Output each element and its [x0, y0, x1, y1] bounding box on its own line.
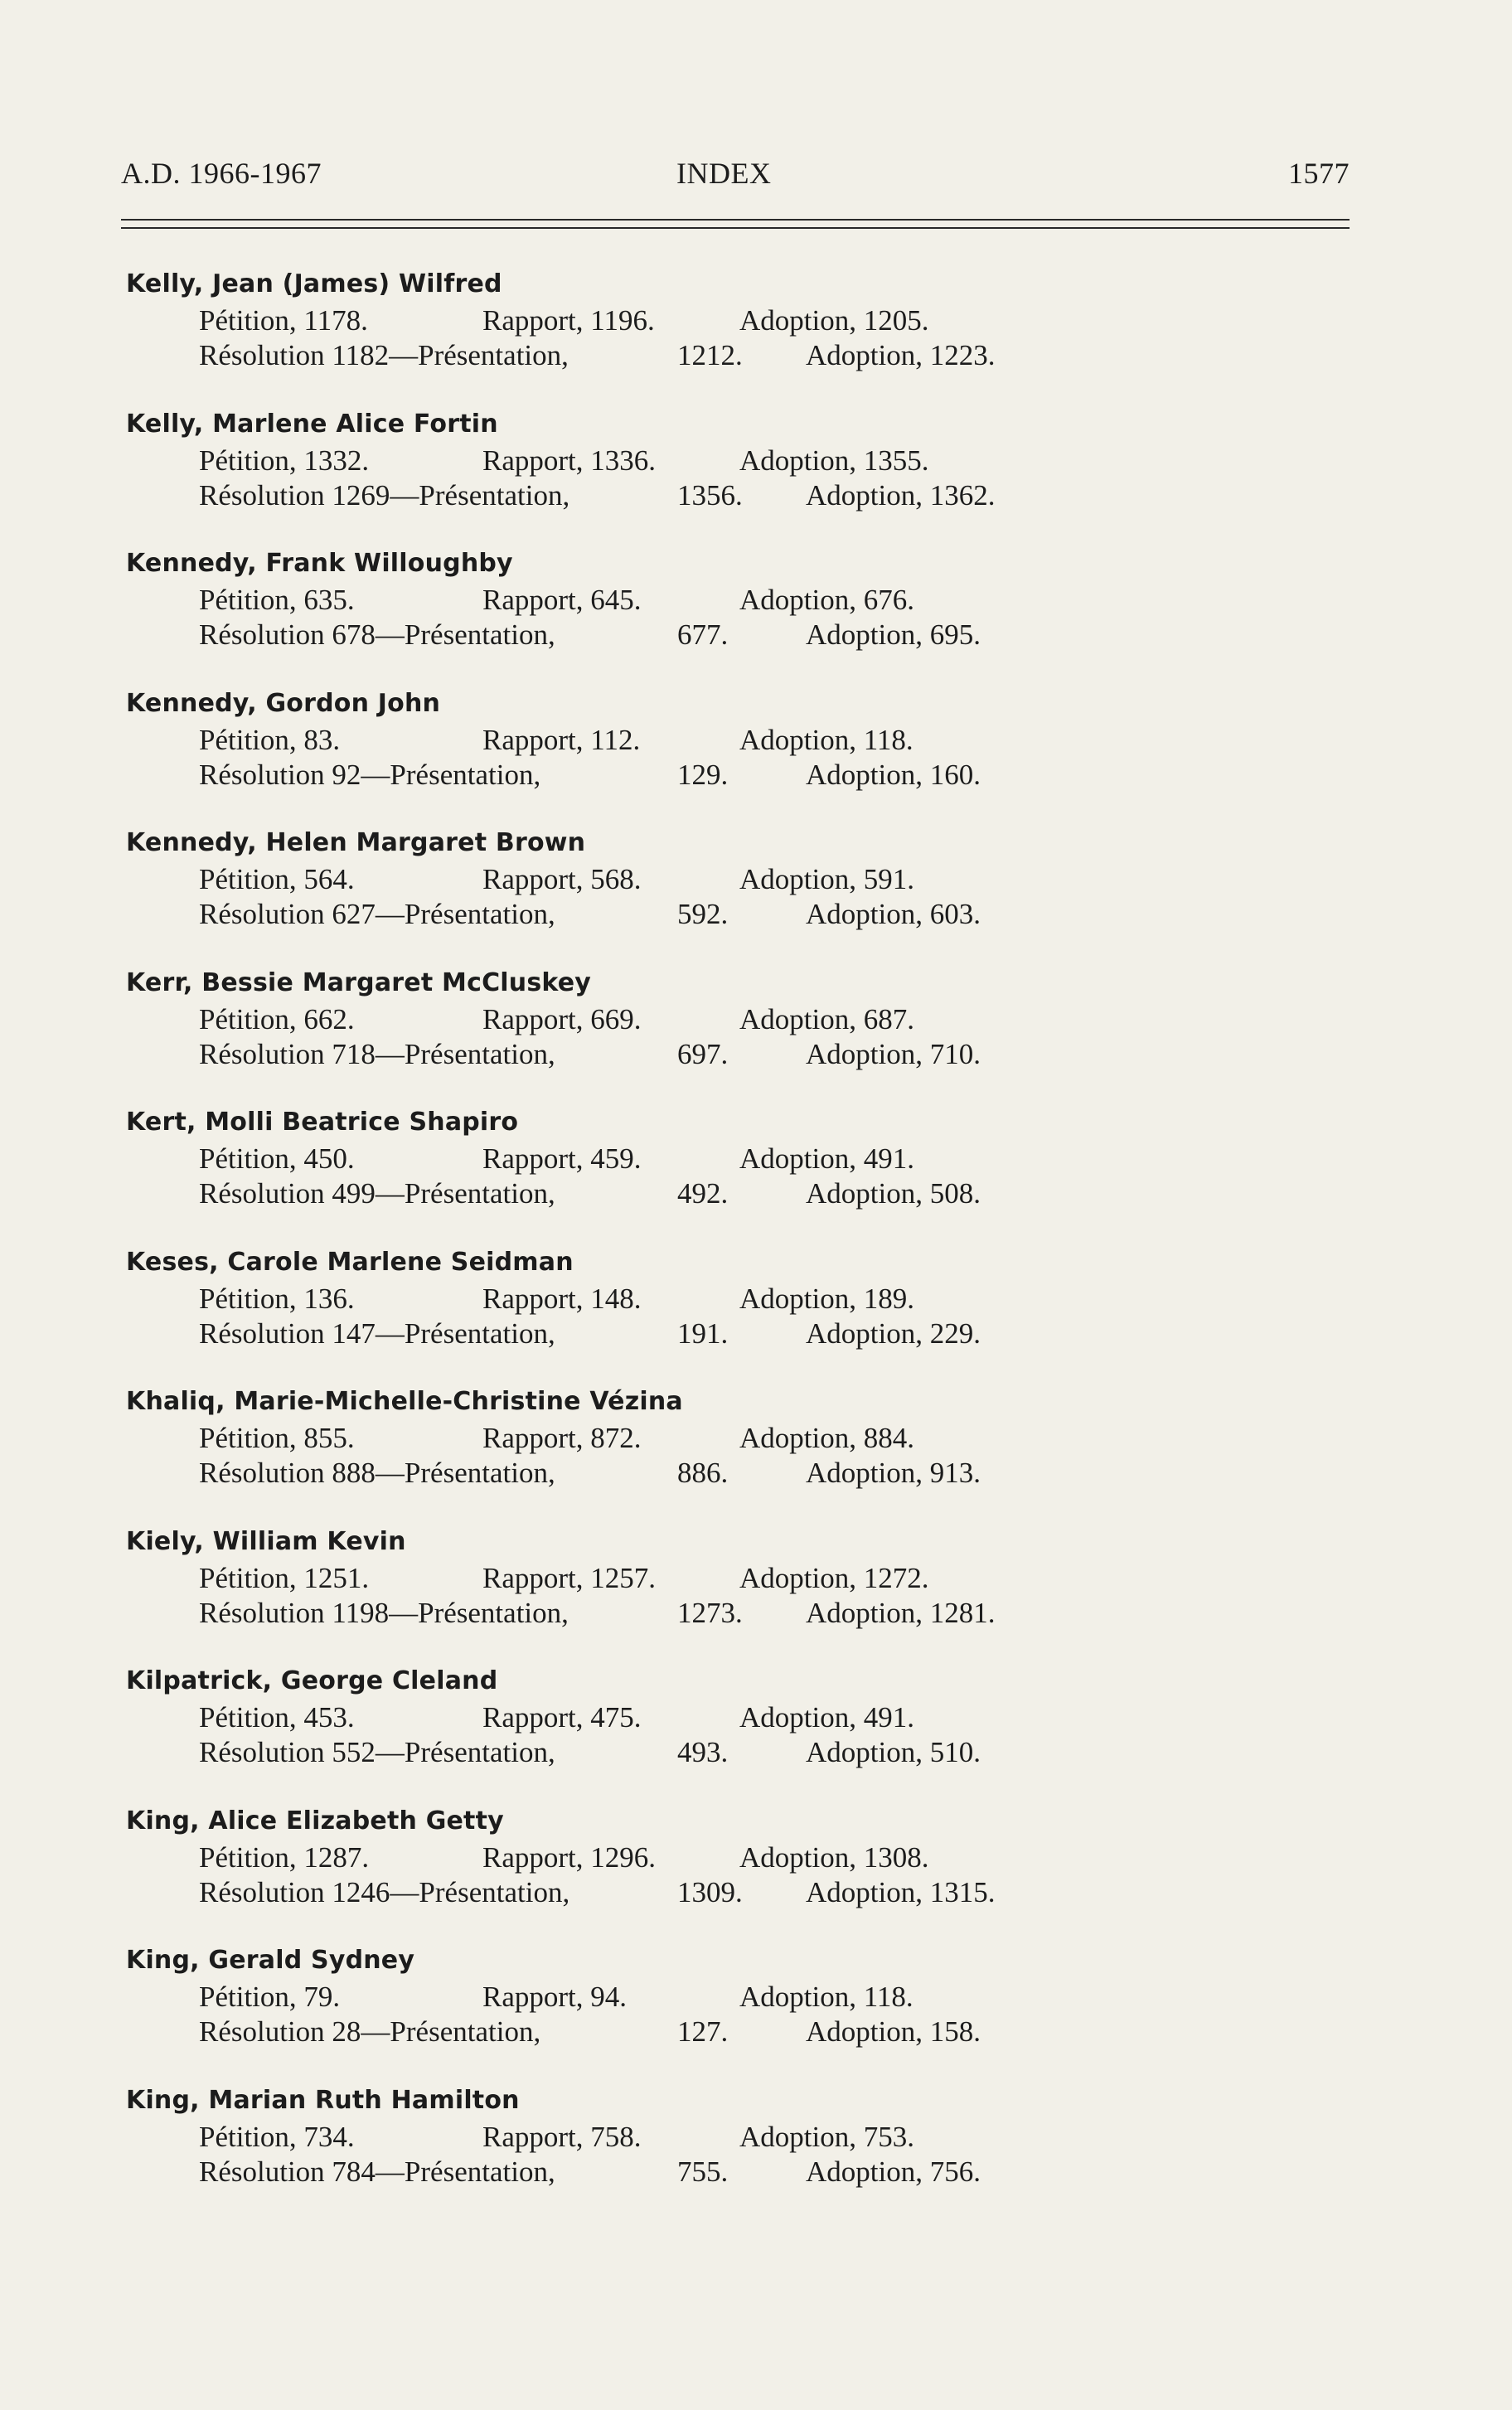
- adoption-ref: Adoption, 491.: [739, 1701, 914, 1734]
- index-entry: [126, 964, 1336, 1104]
- presentation-ref: 677.: [677, 618, 729, 651]
- resolution-line: [126, 2015, 1336, 2049]
- entry-name: Kennedy, Frank Willoughby: [126, 549, 513, 578]
- adoption-ref: Adoption, 1308.: [739, 1840, 929, 1874]
- rapport-ref: Rapport, 1336.: [482, 444, 657, 477]
- index-entries: [126, 265, 1336, 2221]
- petition-line: [126, 444, 1336, 478]
- adoption-ref: Adoption, 591.: [739, 863, 914, 895]
- resolution-ref: Résolution 147—Présentation,: [199, 1317, 555, 1350]
- presentation-ref: 1309.: [677, 1875, 743, 1908]
- resolution-adoption-ref: Adoption, 913.: [806, 1457, 981, 1489]
- entry-name: Kennedy, Helen Margaret Brown: [126, 828, 586, 857]
- rapport-ref: Rapport, 1296.: [482, 1840, 657, 1874]
- rapport-ref: Rapport, 1196.: [482, 304, 655, 337]
- header-years: A.D. 1966-1967: [121, 157, 322, 190]
- header-page-number: 1577: [1288, 157, 1350, 190]
- resolution-adoption-ref: Adoption, 756.: [806, 2155, 981, 2188]
- adoption-ref: Adoption, 1272.: [739, 1561, 929, 1594]
- resolution-line: [126, 1176, 1336, 1211]
- index-entry: [126, 1383, 1336, 1523]
- index-entry: [126, 265, 1336, 405]
- presentation-ref: 493.: [677, 1736, 729, 1768]
- rapport-ref: Rapport, 568.: [482, 863, 642, 895]
- resolution-ref: Résolution 28—Présentation,: [199, 2015, 541, 2048]
- resolution-ref: Résolution 552—Présentation,: [199, 1736, 555, 1768]
- resolution-ref: Résolution 1182—Présentation,: [199, 339, 569, 371]
- entry-name: Kiely, William Kevin: [126, 1526, 406, 1556]
- index-entry: [126, 1802, 1336, 1942]
- adoption-ref: Adoption, 491.: [739, 1142, 914, 1175]
- header-rule-top: [121, 219, 1350, 221]
- resolution-ref: Résolution 1269—Présentation,: [199, 478, 570, 512]
- resolution-ref: Résolution 499—Présentation,: [199, 1177, 555, 1210]
- header-rule-bottom: [121, 227, 1350, 229]
- adoption-ref: Adoption, 189.: [739, 1282, 914, 1315]
- presentation-ref: 1356.: [677, 478, 743, 512]
- petition-line: [126, 2120, 1336, 2155]
- petition-line: [126, 1980, 1336, 2015]
- presentation-ref: 1212.: [677, 339, 743, 371]
- petition-line: [126, 1282, 1336, 1317]
- resolution-adoption-ref: Adoption, 508.: [806, 1177, 981, 1210]
- petition-ref: Pétition, 1332.: [199, 444, 370, 477]
- entry-name: King, Gerald Sydney: [126, 1946, 415, 1975]
- entry-name: Kilpatrick, George Cleland: [126, 1666, 498, 1695]
- petition-ref: Pétition, 136.: [199, 1282, 355, 1315]
- petition-line: [126, 723, 1336, 758]
- petition-ref: Pétition, 450.: [199, 1142, 355, 1175]
- petition-line: [126, 1840, 1336, 1875]
- adoption-ref: Adoption, 1355.: [739, 444, 929, 477]
- index-entry: [126, 1942, 1336, 2082]
- resolution-adoption-ref: Adoption, 1281.: [806, 1596, 996, 1629]
- resolution-line: [126, 1456, 1336, 1491]
- presentation-ref: 492.: [677, 1177, 729, 1210]
- petition-ref: Pétition, 662.: [199, 1002, 355, 1035]
- rapport-ref: Rapport, 758.: [482, 2120, 642, 2153]
- resolution-ref: Résolution 678—Présentation,: [199, 618, 555, 651]
- rapport-ref: Rapport, 94.: [482, 1981, 628, 2013]
- resolution-ref: Résolution 888—Présentation,: [199, 1457, 555, 1489]
- petition-ref: Pétition, 1178.: [199, 304, 368, 337]
- adoption-ref: Adoption, 676.: [739, 584, 914, 616]
- rapport-ref: Rapport, 459.: [482, 1142, 642, 1175]
- resolution-ref: Résolution 1246—Présentation,: [199, 1875, 570, 1908]
- resolution-adoption-ref: Adoption, 160.: [806, 758, 981, 791]
- petition-line: [126, 583, 1336, 618]
- rapport-ref: Rapport, 872.: [482, 1422, 642, 1454]
- presentation-ref: 697.: [677, 1037, 729, 1070]
- rapport-ref: Rapport, 669.: [482, 1002, 642, 1035]
- petition-line: [126, 303, 1336, 338]
- presentation-ref: 129.: [677, 758, 729, 791]
- petition-line: [126, 1142, 1336, 1176]
- entry-name: Kelly, Jean (James) Wilfred: [126, 269, 502, 298]
- presentation-ref: 127.: [677, 2015, 729, 2048]
- rapport-ref: Rapport, 645.: [482, 584, 642, 616]
- resolution-adoption-ref: Adoption, 229.: [806, 1317, 981, 1350]
- resolution-ref: Résolution 92—Présentation,: [199, 758, 541, 791]
- adoption-ref: Adoption, 118.: [739, 1981, 914, 2013]
- resolution-line: [126, 618, 1336, 652]
- resolution-adoption-ref: Adoption, 1223.: [806, 339, 996, 371]
- petition-line: [126, 1561, 1336, 1596]
- header-title: INDEX: [676, 157, 772, 190]
- resolution-adoption-ref: Adoption, 1315.: [806, 1875, 996, 1908]
- rapport-ref: Rapport, 148.: [482, 1282, 642, 1315]
- resolution-adoption-ref: Adoption, 158.: [806, 2015, 981, 2048]
- resolution-line: [126, 2155, 1336, 2189]
- petition-ref: Pétition, 1287.: [199, 1840, 370, 1874]
- petition-ref: Pétition, 635.: [199, 584, 355, 616]
- entry-name: Kert, Molli Beatrice Shapiro: [126, 1108, 519, 1137]
- resolution-line: [126, 1037, 1336, 1072]
- resolution-adoption-ref: Adoption, 695.: [806, 618, 981, 651]
- petition-ref: Pétition, 79.: [199, 1981, 341, 2013]
- adoption-ref: Adoption, 753.: [739, 2120, 914, 2153]
- index-entry: [126, 685, 1336, 825]
- petition-ref: Pétition, 83.: [199, 723, 341, 756]
- entry-name: Kennedy, Gordon John: [126, 688, 441, 718]
- resolution-line: [126, 1317, 1336, 1351]
- index-entry: [126, 1103, 1336, 1244]
- resolution-line: [126, 758, 1336, 793]
- resolution-line: [126, 338, 1336, 373]
- entry-name: Kelly, Marlene Alice Fortin: [126, 409, 498, 439]
- petition-line: [126, 1700, 1336, 1735]
- resolution-line: [126, 1735, 1336, 1770]
- resolution-adoption-ref: Adoption, 1362.: [806, 478, 996, 512]
- rapport-ref: Rapport, 1257.: [482, 1561, 657, 1594]
- index-entry: [126, 545, 1336, 685]
- petition-ref: Pétition, 453.: [199, 1701, 355, 1734]
- rapport-ref: Rapport, 475.: [482, 1701, 642, 1734]
- resolution-adoption-ref: Adoption, 710.: [806, 1037, 981, 1070]
- resolution-ref: Résolution 1198—Présentation,: [199, 1596, 569, 1629]
- adoption-ref: Adoption, 1205.: [739, 304, 929, 337]
- index-entry: [126, 1662, 1336, 1802]
- resolution-adoption-ref: Adoption, 603.: [806, 898, 981, 930]
- index-entry: [126, 824, 1336, 964]
- resolution-line: [126, 478, 1336, 513]
- index-entry: [126, 1244, 1336, 1384]
- presentation-ref: 1273.: [677, 1596, 743, 1629]
- entry-name: King, Marian Ruth Hamilton: [126, 2085, 520, 2115]
- presentation-ref: 191.: [677, 1317, 729, 1350]
- resolution-adoption-ref: Adoption, 510.: [806, 1736, 981, 1768]
- entry-name: Khaliq, Marie-Michelle-Christine Vézina: [126, 1387, 683, 1416]
- petition-line: [126, 862, 1336, 897]
- presentation-ref: 886.: [677, 1457, 729, 1489]
- presentation-ref: 755.: [677, 2155, 729, 2188]
- adoption-ref: Adoption, 687.: [739, 1002, 914, 1035]
- resolution-line: [126, 1596, 1336, 1631]
- index-entry: [126, 2082, 1336, 2222]
- resolution-ref: Résolution 718—Présentation,: [199, 1037, 555, 1070]
- petition-ref: Pétition, 855.: [199, 1422, 355, 1454]
- index-entry: [126, 1523, 1336, 1663]
- resolution-ref: Résolution 627—Présentation,: [199, 898, 555, 930]
- entry-name: King, Alice Elizabeth Getty: [126, 1806, 504, 1835]
- entry-name: Keses, Carole Marlene Seidman: [126, 1247, 574, 1277]
- resolution-ref: Résolution 784—Présentation,: [199, 2155, 555, 2188]
- rapport-ref: Rapport, 112.: [482, 723, 641, 756]
- resolution-line: [126, 897, 1336, 932]
- entry-name: Kerr, Bessie Margaret McCluskey: [126, 967, 592, 997]
- presentation-ref: 592.: [677, 898, 729, 930]
- adoption-ref: Adoption, 884.: [739, 1422, 914, 1454]
- petition-ref: Pétition, 734.: [199, 2120, 355, 2153]
- index-entry: [126, 405, 1336, 546]
- adoption-ref: Adoption, 118.: [739, 723, 914, 756]
- petition-line: [126, 1002, 1336, 1037]
- petition-ref: Pétition, 1251.: [199, 1561, 370, 1594]
- petition-line: [126, 1421, 1336, 1456]
- resolution-line: [126, 1875, 1336, 1910]
- petition-ref: Pétition, 564.: [199, 863, 355, 895]
